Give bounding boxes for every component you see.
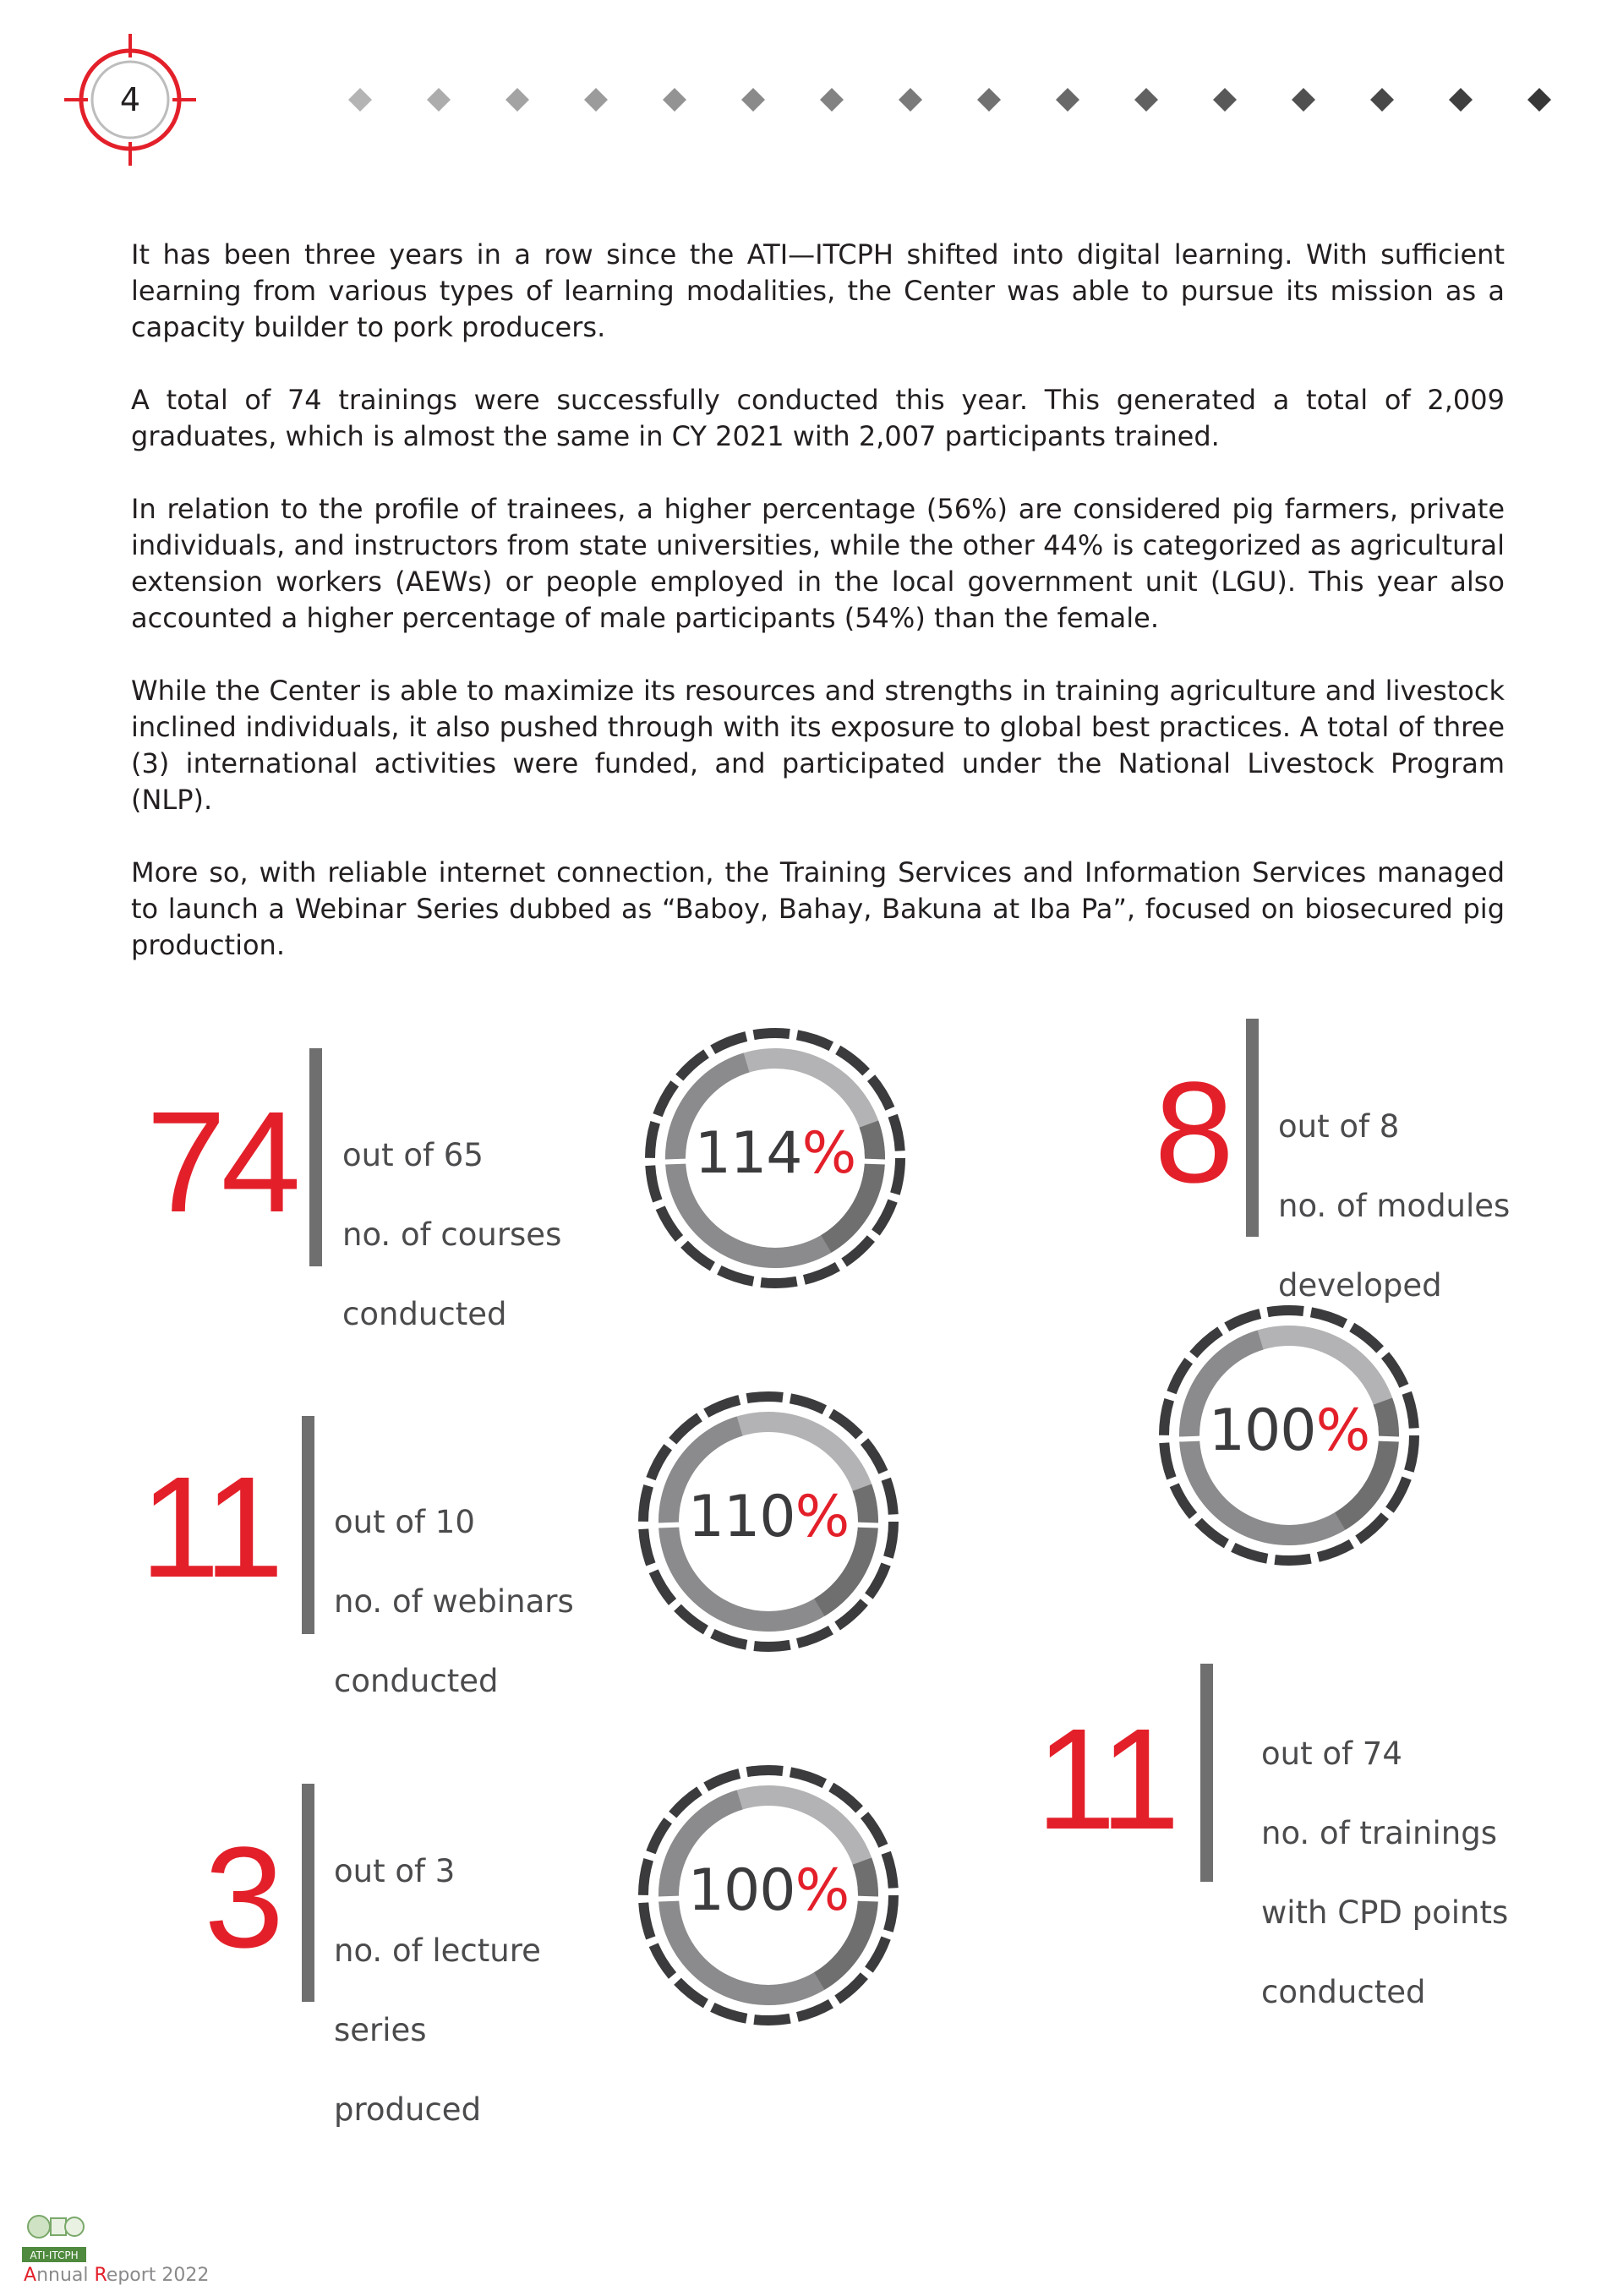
label-line: with CPD points	[1261, 1894, 1509, 1931]
stat-divider	[309, 1048, 322, 1266]
paragraph: In relation to the profile of trainees, a higher percentage (56%) are considered pig farmers, private individuals, and instructors from state universities, while the other 44% is categorized as agricultural extension workers (AEWs) or people employed in the local government unit (LGU). This year also accounted a higher percentage of male participants (54%) than the female.	[131, 493, 1505, 634]
gauge-courses-value	[636, 1120, 915, 1187]
diamond-mark	[1134, 88, 1158, 112]
gauge-modules-value	[1150, 1397, 1429, 1464]
diamond-mark	[584, 88, 608, 112]
diamond-mark	[663, 88, 686, 112]
stat-divider	[302, 1784, 314, 2002]
gauge-number: 100	[1208, 1397, 1316, 1464]
stat-webinars-number: 11	[139, 1447, 279, 1608]
paragraph: While the Center is able to maximize its resources and strengths in training agriculture and livestock inclined individuals, it also pushed through with its exposure to global best practices. A total of three (3) international activities were funded, and participated under the National Livestock Program (NLP).	[131, 675, 1505, 816]
label-line: no. of webinars	[334, 1583, 574, 1620]
diamond-mark	[1292, 88, 1315, 112]
label-line: no. of courses	[342, 1216, 562, 1253]
footer-text-part: eport 2022	[106, 2265, 210, 2286]
gauge-webinars-value	[629, 1484, 908, 1550]
label-line: developed	[1278, 1267, 1442, 1304]
stat-courses-number: 74	[145, 1082, 296, 1243]
stat-modules-number: 8	[1154, 1052, 1229, 1213]
decorative-diamond-row	[342, 81, 1576, 118]
label-line: out of 10	[334, 1504, 475, 1540]
label-line: out of 74	[1261, 1736, 1402, 1772]
label-line: no. of trainings	[1261, 1815, 1497, 1851]
diamond-mark	[1213, 88, 1237, 112]
percent-sign: %	[1315, 1397, 1370, 1464]
footer-text-part: R	[94, 2265, 107, 2286]
diamond-mark	[1527, 88, 1551, 112]
svg-text:ATI-ITCPH: ATI-ITCPH	[30, 2250, 79, 2261]
gauge-number: 114	[694, 1120, 802, 1187]
percent-sign: %	[795, 1857, 850, 1924]
label-line: produced	[334, 2091, 482, 2128]
stat-divider	[1246, 1019, 1259, 1237]
diamond-mark	[1449, 88, 1473, 112]
paragraph: More so, with reliable internet connection, the Training Services and Information Services managed to launch a Webinar Series dubbed as “Baboy, Bahay, Bakuna at Iba Pa”, focused on biosecured pig production.	[131, 856, 1505, 961]
intro-text	[131, 237, 1505, 1000]
label-line: out of 3	[334, 1853, 456, 1889]
stat-webinars-label	[334, 1462, 574, 1741]
ati-itcph-logo	[22, 2213, 86, 2264]
gauge-number: 110	[687, 1484, 795, 1550]
percent-sign: %	[795, 1484, 850, 1550]
paragraph: A total of 74 trainings were successfully conducted this year. This generated a total of 2,009 graduates, which is almost the same in CY 2021 with 2,007 participants trained.	[131, 384, 1505, 452]
label-line: conducted	[1261, 1974, 1426, 2010]
paragraph: It has been three years in a row since the ATI—ITCPH shifted into digital learning. With sufficient learning from various types of learning modalities, the Center was able to pursue its mission as a capacity builder to pork producers.	[131, 238, 1505, 343]
stat-divider	[302, 1416, 314, 1634]
stat-courses-label	[342, 1096, 561, 1374]
gauge-number: 100	[687, 1857, 795, 1924]
stat-lectures-label	[334, 1812, 541, 2169]
label-line: no. of lecture	[334, 1932, 541, 1969]
label-line: conducted	[342, 1296, 507, 1332]
label-line: out of 8	[1278, 1108, 1400, 1145]
gauge-lectures-value	[629, 1857, 908, 1924]
label-line: out of 65	[342, 1137, 484, 1173]
percent-sign: %	[801, 1120, 856, 1187]
stat-cpd-label	[1261, 1694, 1508, 2052]
diamond-mark	[1370, 88, 1394, 112]
diamond-mark	[741, 88, 765, 112]
stat-lectures-number: 3	[204, 1818, 279, 1978]
diamond-mark	[427, 88, 451, 112]
diamond-mark	[505, 88, 529, 112]
page-number: 4	[119, 81, 141, 118]
stat-cpd-number: 11	[1036, 1699, 1175, 1860]
stat-divider	[1200, 1664, 1213, 1882]
label-line: conducted	[334, 1663, 499, 1699]
label-line: no. of modules	[1278, 1188, 1511, 1224]
footer-text-part: nnual	[36, 2265, 95, 2286]
diamond-mark	[977, 88, 1001, 112]
diamond-mark	[348, 88, 372, 112]
footer-text-part: A	[24, 2265, 37, 2286]
diamond-mark	[1056, 88, 1079, 112]
label-line: series	[334, 2012, 427, 2048]
diamond-mark	[899, 88, 922, 112]
diamond-mark	[820, 88, 844, 112]
footer-report-title	[24, 2265, 209, 2286]
